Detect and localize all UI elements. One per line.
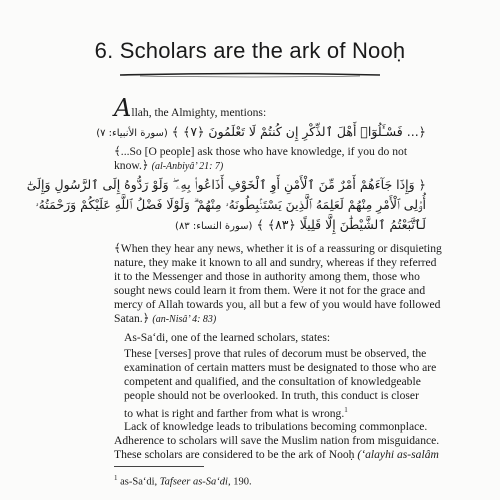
closing-line-3 xyxy=(114,448,439,462)
closing-line-1: Lack of knowledge leads to tribulations becoming commonplace. xyxy=(124,420,428,433)
quran-verse-2-line-3 xyxy=(114,217,426,235)
scholar-intro: As-Sa‘di, one of the learned scholars, states: xyxy=(124,331,331,344)
translation-1-ref: (al-Anbiyâ’ 21: 7) xyxy=(151,161,224,172)
closing-honorific: (‘alayhi as-salâm xyxy=(357,448,439,461)
footnote-divider xyxy=(114,466,204,467)
translation-2-line-4: sought news could learn it from them. Were it not for the grace and xyxy=(114,284,426,297)
translation-1-line-1: ﴾...So [O people] ask those who have knowledge, if you do not xyxy=(114,145,408,158)
quote-text: to what is right and farther from what is wrong. xyxy=(124,406,345,420)
footnote-work: Tafseer as-Sa‘di, xyxy=(159,476,231,488)
translation-2-line-2: nature, they make it known to all and sundry, whereas if they referred xyxy=(114,256,437,269)
chapter-title: 6. Scholars are the ark of Nooḥ xyxy=(94,38,406,63)
translation-2-line-1: ﴾When they hear any news, whether it is of a reassuring or disquieting xyxy=(114,242,442,255)
translation-2-ref: (an-Nisâ’ 4: 83) xyxy=(152,314,217,325)
translation-2-line-6 xyxy=(114,312,426,327)
quote-line-3: competent and qualified, and the consultation of knowledgeable xyxy=(124,375,421,388)
translation-1-text: know.﴿ xyxy=(114,159,149,172)
quran-verse-1-source: (سورة الأنبياء: ٧) xyxy=(96,128,168,139)
translation-1-line-2 xyxy=(114,159,426,174)
quran-verse-1-text: ﴿... فَسْـَٔلُوٓا۟ أَهْلَ ٱلذِّكْرِ إِن كُنتُمْ لَا تَعْلَمُونَ ﴿٧﴾ ﴾ xyxy=(171,124,426,139)
quran-verse-2-text: لَٱتَّبَعْتُمُ ٱلشَّيْطَٰنَ إِلَّا قَلِيلًا ﴿٨٣﴾ ﴾ xyxy=(256,217,426,232)
footnote xyxy=(114,474,426,488)
footnote-page: 190. xyxy=(233,476,252,488)
intro-text: llah, the Almighty, mentions: xyxy=(131,106,267,119)
quran-verse-1 xyxy=(96,124,426,142)
quote-line-2: examination of certain matters must be designated to those who are xyxy=(124,361,437,374)
footnote-marker[interactable]: 1 xyxy=(344,406,348,414)
quote-line-4: people should not be overlooked. In truth, this conduct is closer xyxy=(124,389,419,402)
closing-line-2: Adherence to scholars will save the Muslim nation from misguidance. xyxy=(114,434,440,447)
footnote-author: as-Sa‘di, xyxy=(120,476,158,488)
drop-cap: A xyxy=(114,94,132,122)
quote-line-1: These [verses] prove that rules of decorum must be observed, the xyxy=(124,347,427,360)
translation-2-line-3: it to the Messenger and those in authority among them, those who xyxy=(114,270,420,283)
footnote-number: 1 xyxy=(114,474,118,482)
title-underline xyxy=(120,70,380,80)
translation-2-text: Satan.﴿ xyxy=(114,312,150,325)
translation-2-line-5: mercy of Allah towards you, all but a few of you would have followed xyxy=(114,298,441,311)
intro-line xyxy=(114,94,426,122)
closing-text: These scholars are considered to be the ark of Nooḥ xyxy=(114,448,355,461)
quote-line-5 xyxy=(124,403,426,421)
quran-verse-2-line-1: ﴿ وَإِذَا جَآءَهُمْ أَمْرٌ مِّنَ ٱلْأَمْنِ أَوِ ٱلْخَوْفِ أَذَاعُوا۟ بِهِۦ ۖ وَلَوْ رَدُّوهُ إِلَى ٱلرَّسُولِ وَإِلَىٰٓ xyxy=(26,177,426,192)
quran-verse-2-source: (سورة النساء: ٨٣) xyxy=(175,221,253,232)
quran-verse-2-line-2: أُو۟لِى ٱلْأَمْرِ مِنْهُمْ لَعَلِمَهُ ٱلَّذِينَ يَسْتَنۢبِطُونَهُۥ مِنْهُمْ ۗ وَلَوْلَا فَضْلُ ٱللَّهِ عَلَيْكُمْ وَرَحْمَتُهُۥ xyxy=(35,197,426,212)
